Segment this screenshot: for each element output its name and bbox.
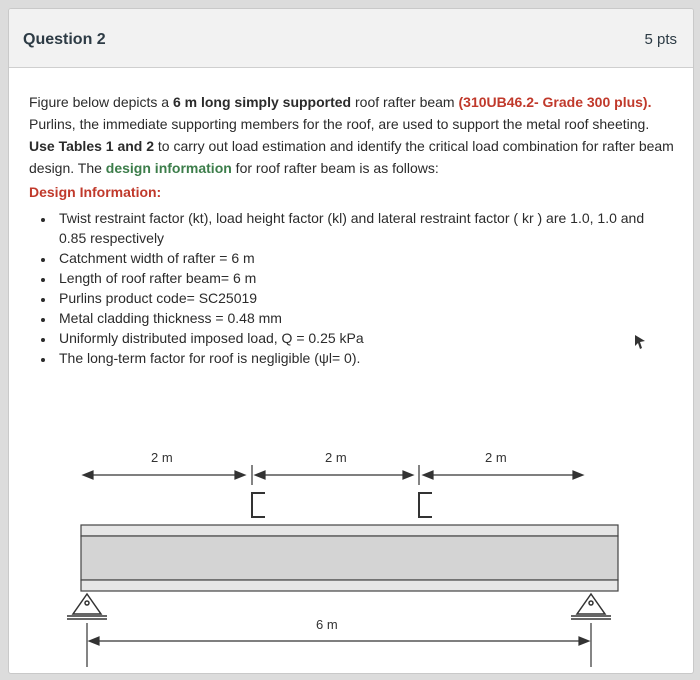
- intro-text-3: Purlins, the immediate supporting members for the roof, are used to support the metal roof sheeting.: [29, 116, 650, 132]
- question-points: 5 pts: [644, 31, 677, 48]
- purlin-left: [252, 493, 265, 517]
- rafter-beam: [81, 525, 618, 591]
- list-item: • Length of roof rafter beam= 6 m: [55, 268, 675, 288]
- intro-tables-ref: Use Tables 1 and 2: [29, 138, 155, 154]
- intro-beam-type: 6 m long simply supported: [172, 94, 352, 110]
- purlin-right: [419, 493, 432, 517]
- span-label-right: 2 m: [485, 450, 507, 465]
- intro-text-2: roof rafter beam: [351, 94, 459, 110]
- question-body: [9, 68, 693, 368]
- list-item: • Metal cladding thickness = 0.48 mm: [55, 308, 675, 328]
- intro-text-1: Figure below depicts a: [29, 94, 173, 110]
- list-item: • Purlins product code= SC25019: [55, 288, 675, 308]
- support-left: [67, 594, 107, 619]
- question-title: Question 2: [23, 31, 106, 48]
- intro-text-4: to carry out load estimation and identify the critical load combination for rafter beam design. The: [29, 138, 674, 176]
- list-item: • Catchment width of rafter = 6 m: [55, 248, 675, 268]
- list-item: • The long-term factor for roof is negligible (ψl= 0).: [55, 348, 675, 368]
- total-length-dimension: [87, 623, 591, 667]
- intro-design-info: design information: [105, 160, 232, 176]
- question-card: [8, 8, 694, 674]
- beam-diagram: [9, 437, 693, 673]
- support-right: [571, 594, 611, 619]
- design-info-list: [29, 208, 675, 368]
- list-item: • Twist restraint factor (kt), load height factor (kl) and lateral restraint factor ( kr ) are 1.0, 1.0 and 0.85 respectively: [55, 208, 675, 248]
- design-info-heading: Design Information:: [29, 184, 162, 200]
- question-header: [9, 9, 693, 68]
- span-dimensions: [83, 465, 583, 485]
- span-label-middle: 2 m: [325, 450, 347, 465]
- intro-text-5: for roof rafter beam is as follows:: [231, 160, 439, 176]
- list-item: • Uniformly distributed imposed load, Q = 0.25 kPa: [55, 328, 675, 348]
- intro-section-grade: (310UB46.2- Grade 300 plus).: [458, 94, 652, 110]
- mouse-cursor-icon: [633, 334, 647, 350]
- span-label-left: 2 m: [151, 450, 173, 465]
- intro-paragraph: [29, 91, 675, 179]
- total-length-label: 6 m: [316, 617, 338, 632]
